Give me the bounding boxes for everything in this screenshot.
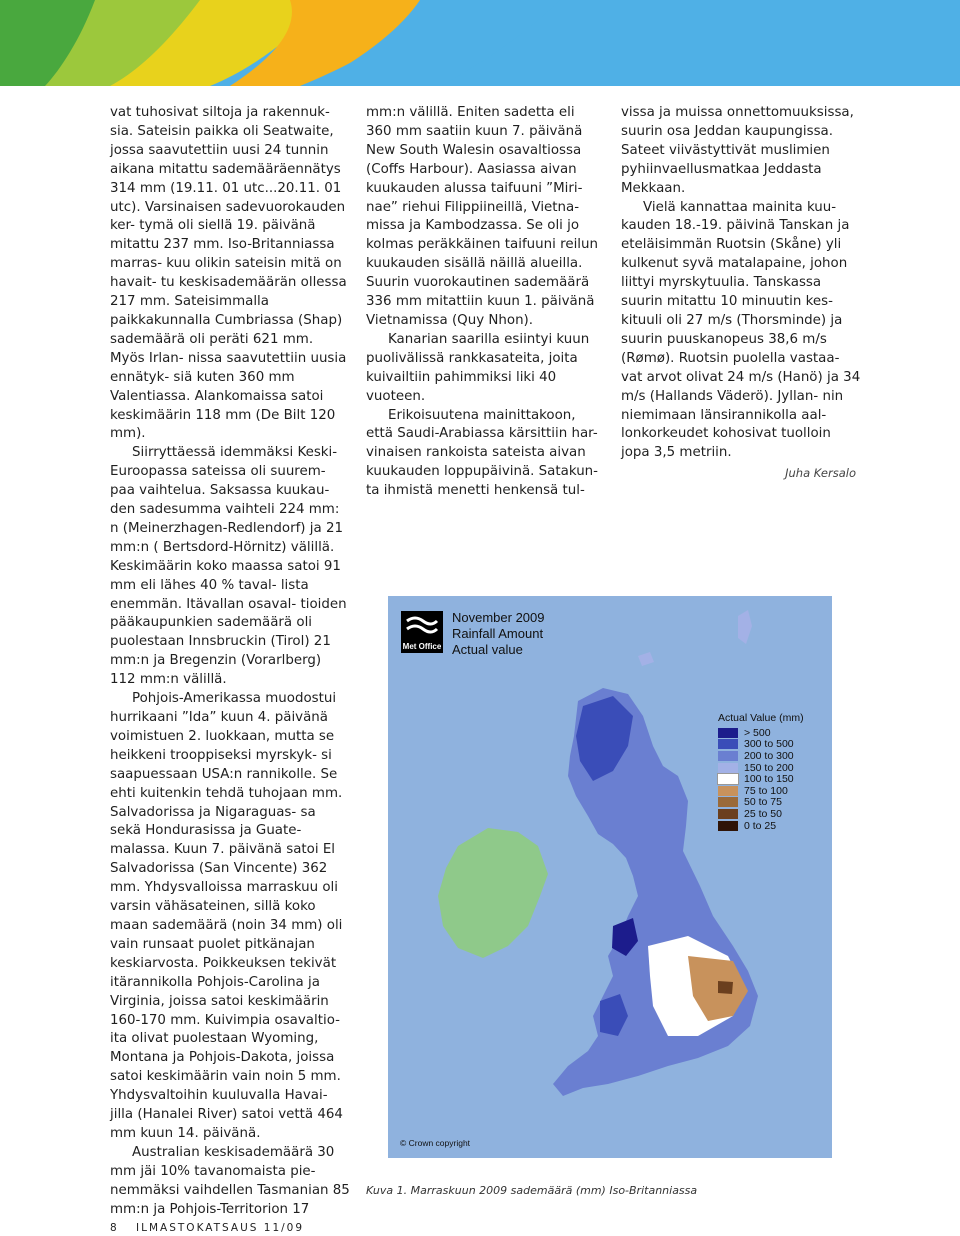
legend-label: 100 to 150 <box>744 773 794 786</box>
map-legend <box>718 712 804 831</box>
header-banner <box>0 0 960 86</box>
london-dry <box>718 981 733 994</box>
page-footer <box>110 1222 304 1234</box>
orkney-islands <box>638 652 654 666</box>
paragraph: vissa ja muissa onnettomuuksissa, suurin osa Jeddan kaupungissa. Sateet viivästyttivät muslimien pyhiinvaellusmatkaa Jeddasta Mekkaan. <box>621 105 854 196</box>
legend-swatch <box>718 797 738 807</box>
legend-swatch <box>718 774 738 784</box>
legend-item <box>718 727 804 739</box>
legend-label: 0 to 25 <box>744 819 777 832</box>
map-title <box>452 610 545 658</box>
publication-name: ILMASTOKATSAUS 11/09 <box>136 1222 305 1234</box>
legend-label: 150 to 200 <box>744 761 794 774</box>
paragraph: Vielä kannattaa mainita kuu- kauden 18.-19. päivinä Tanskan ja eteläisimmän Ruotsin (Skåne) yli kulkenut syvä matalapaine, johon liittyi myrskytuulia. Tanskassa suurin mitattu 10 minuutin kes- kituuli oli 27 m/s (Thorsminde) ja suurin puuskanopeus 38,6 m/s (Rømø). Ruotsin puolella vastaa- vat arvot olivat 24 m/s (Hanö) ja 34 m/s (Hallands Väderö). Jyllan- nin niemimaan länsirannikolla aal- lonkorkeudet kohosivat tuolloin jopa 3,5 metriin. <box>621 199 861 461</box>
paragraph: vat tuhosivat siltoja ja rakennuk- sia. Sateisin paikka oli Seatwaite, jossa saavutettiin uusi 24 tunnin aikana mitattu sademääräennätys 314 mm (19.11. 01 utc...20.11. 01 utc). Varsinaisen sadevuorokauden ker- tymä oli siellä 19. päivänä mitattu 237 mm. Iso-Britanniassa marras- kuu olikin sateisin mitä on havait- tu keskisademäärän ollessa 217 mm. Sateisimmalla paikkakunnalla Cumbriassa (Shap) sademäärä oli peräti 621 mm. Myös Irlan- nissa saavutettiin uusia ennätyk- siä kuten 360 mm Valentiassa. Alankomaissa satoi keskimäärin 118 mm (De Bilt 120 mm). <box>110 105 347 442</box>
logo-text: Met Office <box>402 642 442 651</box>
map-title-line: Rainfall Amount <box>452 626 544 641</box>
legend-item <box>718 750 804 762</box>
uk-map-graphic <box>388 596 832 1158</box>
map-title-line: November 2009 <box>452 610 545 625</box>
legend-swatch <box>718 728 738 738</box>
met-office-logo <box>401 611 443 653</box>
legend-item <box>718 773 804 785</box>
legend-swatch <box>718 763 738 773</box>
paragraph: mm:n välillä. Eniten sadetta eli 360 mm saatiin kuun 7. päivänä New South Walesin osavaltiossa (Coffs Harbour). Aasiassa aivan kuukauden alussa taifuuni ”Miri- nae” riehui Filippiineillä, Vietna- missa ja Kambodzassa. Se oli jo kolmas peräkkäinen taifuuni reilun kuukauden sisällä näillä alueilla. Suurin vuorokautinen sademäärä 336 mm mitattiin kuun 1. päivänä Vietnamissa (Quy Nhon). <box>366 105 598 328</box>
page-number: 8 <box>110 1222 119 1234</box>
legend-label: 200 to 300 <box>744 749 794 762</box>
ireland-landmass <box>438 828 548 958</box>
text-column-1 <box>110 104 350 1219</box>
legend-swatch <box>718 821 738 831</box>
legend-item <box>718 785 804 797</box>
legend-item <box>718 820 804 832</box>
legend-swatch <box>718 809 738 819</box>
author-signature: Juha Kersalo <box>785 466 856 480</box>
paragraph: Erikoisuutena mainittakoon, että Saudi-Arabiassa kärsittiin har- vinaisen rankoista sateista aivan kuukauden loppupäivinä. Satakun- ta ihmistä menetti henkensä tul- <box>366 407 598 499</box>
legend-swatch <box>718 786 738 796</box>
banner-graphic <box>0 0 960 86</box>
legend-label: > 500 <box>744 726 771 739</box>
map-copyright: © Crown copyright <box>400 1138 471 1148</box>
legend-label: 25 to 50 <box>744 807 782 820</box>
paragraph: Pohjois-Amerikassa muodostui hurrikaani ”Ida” kuun 4. päivänä voimistuen 2. luokkaan, mutta se heikkeni trooppiseksi myrskyk- si saapuessaan USA:n rannikolle. Se ehti kuitenkin tehdä tuhojaan mm. Salvadorissa ja Nigaraguas- sa sekä Hondurasissa ja Guate- malassa. Kuun 7. päivänä satoi El Salvadorissa (San Vincente) 362 mm. Yhdysvalloissa marraskuu oli varsin vähäsateinen, sillä koko maan sademäärä (noin 34 mm) oli vain runsaat puolet pitkänajan keskiarvosta. Poikkeuksen tekivät itärannikolla Pohjois-Carolina ja Virginia, joissa satoi keskimäärin 160-170 mm. Kuivimpia osavaltio- ita olivat puolestaan Wyoming, Montana ja Pohjois-Dakota, joissa satoi keskimäärin vain noin 5 mm. Yhdysvaltoihin kuuluvalla Havai- jilla (Hanalei River) satoi vettä 464 mm kuun 14. päivänä. <box>110 691 343 1141</box>
figure-caption: Kuva 1. Marraskuun 2009 sademäärä (mm) Iso-Britanniassa <box>366 1184 698 1197</box>
legend-swatch <box>718 739 738 749</box>
paragraph: Australian keskisademäärä 30 mm jäi 10% tavanomaista pie- nemmäksi vaihdellen Tasmanian 85 mm:n ja Pohjois-Territorion 17 <box>110 1144 350 1217</box>
text-column-2 <box>366 104 600 501</box>
paragraph: Siirryttäessä idemmäksi Keski- Euroopassa sateissa oli suurem- paa vaihtelua. Saksassa kuukau- den sadesumma vaihteli 224 mm: n (Meinerzhagen-Redlendorf) ja 21 mm:n ( Bertsdord-Hörnitz) välillä. Keskimäärin koko maassa satoi 91 mm eli lähes 40 % taval- lista enemmän. Itävallan osaval- tioiden pääkaupunkien sademäärä oli puolestaan Innsbruckin (Tirol) 21 mm:n ja Bregenzin (Vorarlberg) 112 mm:n välillä. <box>110 445 347 688</box>
logo-waves-icon <box>401 611 443 641</box>
legend-item <box>718 762 804 774</box>
legend-swatch <box>718 751 738 761</box>
map-title-line: Actual value <box>452 642 523 657</box>
legend-item <box>718 739 804 751</box>
text-column-3 <box>621 104 861 463</box>
legend-item <box>718 797 804 809</box>
legend-label: 50 to 75 <box>744 796 782 809</box>
legend-label: 75 to 100 <box>744 784 788 797</box>
shetland-islands <box>738 610 752 644</box>
legend-label: 300 to 500 <box>744 738 794 751</box>
legend-item <box>718 808 804 820</box>
rainfall-map <box>388 596 832 1158</box>
paragraph: Kanarian saarilla esiintyi kuun puolivälissä rankkasateita, joita kuivailtiin pahimmiksi liki 40 vuoteen. <box>366 331 590 404</box>
legend-title: Actual Value (mm) <box>718 712 804 724</box>
